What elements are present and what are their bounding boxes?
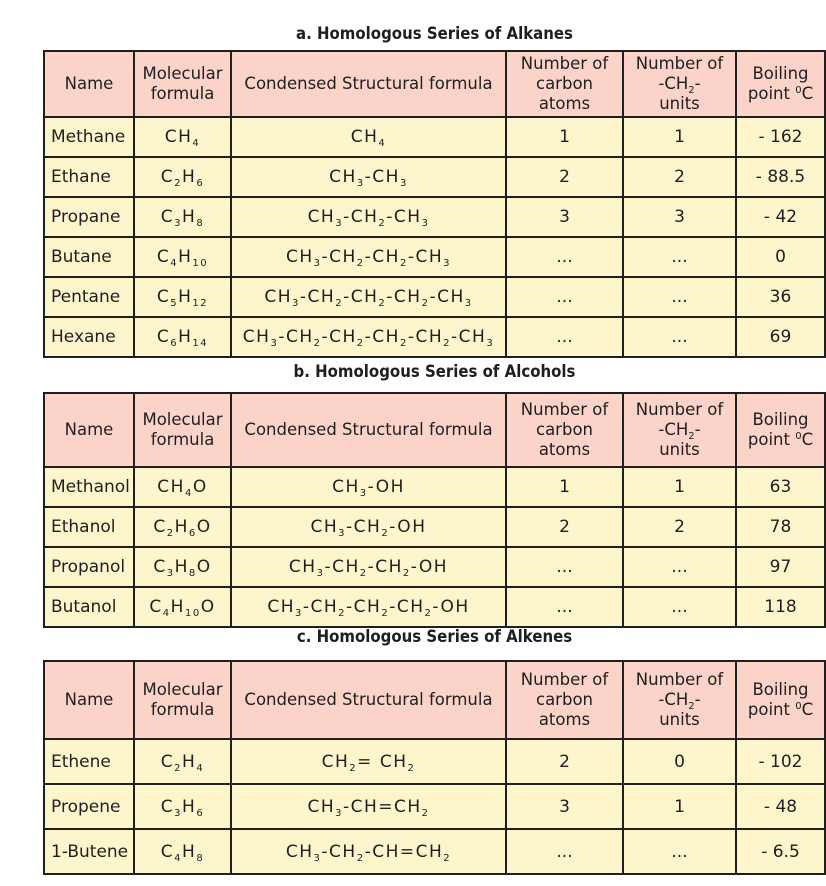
header-ch2-units: Number of $-CH_2-$ units	[623, 661, 736, 739]
molecular-formula: $C_3H_6$	[134, 784, 231, 829]
boiling-point: - 102	[736, 739, 825, 784]
header-name: Name	[44, 51, 134, 117]
header-condensed-formula: Condensed Structural formula	[231, 661, 506, 739]
alkanes-table	[43, 50, 826, 358]
table-row	[44, 507, 825, 547]
molecular-formula: $C_4H_{10}$	[134, 237, 231, 277]
compound-name: Propane	[44, 197, 134, 237]
ch2-units: 2	[623, 157, 736, 197]
alcohols-caption: b. Homologous Series of Alcohols	[293, 362, 576, 382]
table-row	[44, 587, 825, 627]
table-row	[44, 739, 825, 784]
ch2-units: ...	[623, 829, 736, 874]
table-row	[44, 317, 825, 357]
condensed-formula: $CH_3-CH=CH_2$	[231, 784, 506, 829]
compound-name: 1-Butene	[44, 829, 134, 874]
header-row	[44, 393, 825, 467]
compound-name: Methanol	[44, 467, 134, 507]
compound-name: Butane	[44, 237, 134, 277]
header-condensed-formula: Condensed Structural formula	[231, 51, 506, 117]
molecular-formula: $C_2H_6$	[134, 157, 231, 197]
table-row	[44, 157, 825, 197]
table-row	[44, 237, 825, 277]
carbon-atoms: 3	[506, 197, 623, 237]
condensed-formula: $CH_3-CH_2-CH_2-CH_2-CH_2-CH_3$	[231, 317, 506, 357]
compound-name: Propanol	[44, 547, 134, 587]
compound-name: Propene	[44, 784, 134, 829]
condensed-formula: $CH_3-CH_2-CH_2-CH_2-CH_3$	[231, 277, 506, 317]
boiling-point: - 48	[736, 784, 825, 829]
carbon-atoms: 1	[506, 117, 623, 157]
compound-name: Ethane	[44, 157, 134, 197]
condensed-formula: $CH_3-OH$	[231, 467, 506, 507]
boiling-point: 118	[736, 587, 825, 627]
ch2-units: 0	[623, 739, 736, 784]
boiling-point: - 162	[736, 117, 825, 157]
ch2-units: ...	[623, 237, 736, 277]
molecular-formula: $C_4H_8$	[134, 829, 231, 874]
condensed-formula: $CH_3-CH_2-CH_2-CH_2-OH$	[231, 587, 506, 627]
header-ch2-units: Number of $-CH_2-$ units	[623, 51, 736, 117]
carbon-atoms: 3	[506, 784, 623, 829]
header-carbon-atoms: Number of carbon atoms	[506, 51, 623, 117]
condensed-formula: $CH_4$	[231, 117, 506, 157]
header-condensed-formula: Condensed Structural formula	[231, 393, 506, 467]
header-boiling-point: Boiling point $^0$C	[736, 661, 825, 739]
molecular-formula: $CH_4O$	[134, 467, 231, 507]
molecular-formula: $CH_4$	[134, 117, 231, 157]
table-row	[44, 197, 825, 237]
carbon-atoms: ...	[506, 277, 623, 317]
compound-name: Ethanol	[44, 507, 134, 547]
carbon-atoms: ...	[506, 829, 623, 874]
table-row	[44, 117, 825, 157]
ch2-units: 1	[623, 467, 736, 507]
ch2-units: 1	[623, 117, 736, 157]
boiling-point: 69	[736, 317, 825, 357]
table-row	[44, 467, 825, 507]
molecular-formula: $C_2H_6O$	[134, 507, 231, 547]
header-carbon-atoms: Number of carbon atoms	[506, 393, 623, 467]
carbon-atoms: ...	[506, 587, 623, 627]
header-boiling-point: Boiling point $^0$C	[736, 51, 825, 117]
carbon-atoms: ...	[506, 317, 623, 357]
condensed-formula: $CH_3-CH_2-CH=CH_2$	[231, 829, 506, 874]
ch2-units: ...	[623, 587, 736, 627]
condensed-formula: $CH_3-CH_2-CH_2-OH$	[231, 547, 506, 587]
table-row	[44, 784, 825, 829]
condensed-formula: $CH_3-CH_2-CH_2-CH_3$	[231, 237, 506, 277]
compound-name: Hexane	[44, 317, 134, 357]
header-molecular-formula: Molecular formula	[134, 393, 231, 467]
table-row	[44, 547, 825, 587]
header-row	[44, 51, 825, 117]
molecular-formula: $C_3H_8O$	[134, 547, 231, 587]
condensed-formula: $CH_3-CH_2-CH_3$	[231, 197, 506, 237]
molecular-formula: $C_2H_4$	[134, 739, 231, 784]
header-ch2-units: Number of $-CH_2-$ units	[623, 393, 736, 467]
boiling-point: 97	[736, 547, 825, 587]
compound-name: Pentane	[44, 277, 134, 317]
carbon-atoms: ...	[506, 237, 623, 277]
boiling-point: 36	[736, 277, 825, 317]
boiling-point: - 6.5	[736, 829, 825, 874]
header-boiling-point: Boiling point $^0$C	[736, 393, 825, 467]
ch2-units: ...	[623, 317, 736, 357]
header-row	[44, 661, 825, 739]
carbon-atoms: ...	[506, 547, 623, 587]
boiling-point: - 88.5	[736, 157, 825, 197]
molecular-formula: $C_4H_{10}O$	[134, 587, 231, 627]
carbon-atoms: 2	[506, 507, 623, 547]
alcohols-table	[43, 392, 826, 628]
ch2-units: ...	[623, 277, 736, 317]
condensed-formula: $CH_3-CH_3$	[231, 157, 506, 197]
carbon-atoms: 1	[506, 467, 623, 507]
header-name: Name	[44, 661, 134, 739]
compound-name: Ethene	[44, 739, 134, 784]
compound-name: Butanol	[44, 587, 134, 627]
boiling-point: 0	[736, 237, 825, 277]
condensed-formula: $CH_3-CH_2-OH$	[231, 507, 506, 547]
table-row	[44, 829, 825, 874]
boiling-point: 78	[736, 507, 825, 547]
boiling-point: - 42	[736, 197, 825, 237]
carbon-atoms: 2	[506, 739, 623, 784]
ch2-units: 1	[623, 784, 736, 829]
molecular-formula: $C_5H_{12}$	[134, 277, 231, 317]
boiling-point: 63	[736, 467, 825, 507]
molecular-formula: $C_3H_8$	[134, 197, 231, 237]
alkenes-caption: c. Homologous Series of Alkenes	[296, 627, 573, 647]
header-name: Name	[44, 393, 134, 467]
header-molecular-formula: Molecular formula	[134, 51, 231, 117]
alkenes-table	[43, 660, 826, 875]
ch2-units: 3	[623, 197, 736, 237]
ch2-units: ...	[623, 547, 736, 587]
header-molecular-formula: Molecular formula	[134, 661, 231, 739]
header-carbon-atoms: Number of carbon atoms	[506, 661, 623, 739]
carbon-atoms: 2	[506, 157, 623, 197]
condensed-formula: $CH_2= CH_2$	[231, 739, 506, 784]
compound-name: Methane	[44, 117, 134, 157]
table-row	[44, 277, 825, 317]
alkanes-caption: a. Homologous Series of Alkanes	[296, 24, 573, 44]
molecular-formula: $C_6H_{14}$	[134, 317, 231, 357]
ch2-units: 2	[623, 507, 736, 547]
